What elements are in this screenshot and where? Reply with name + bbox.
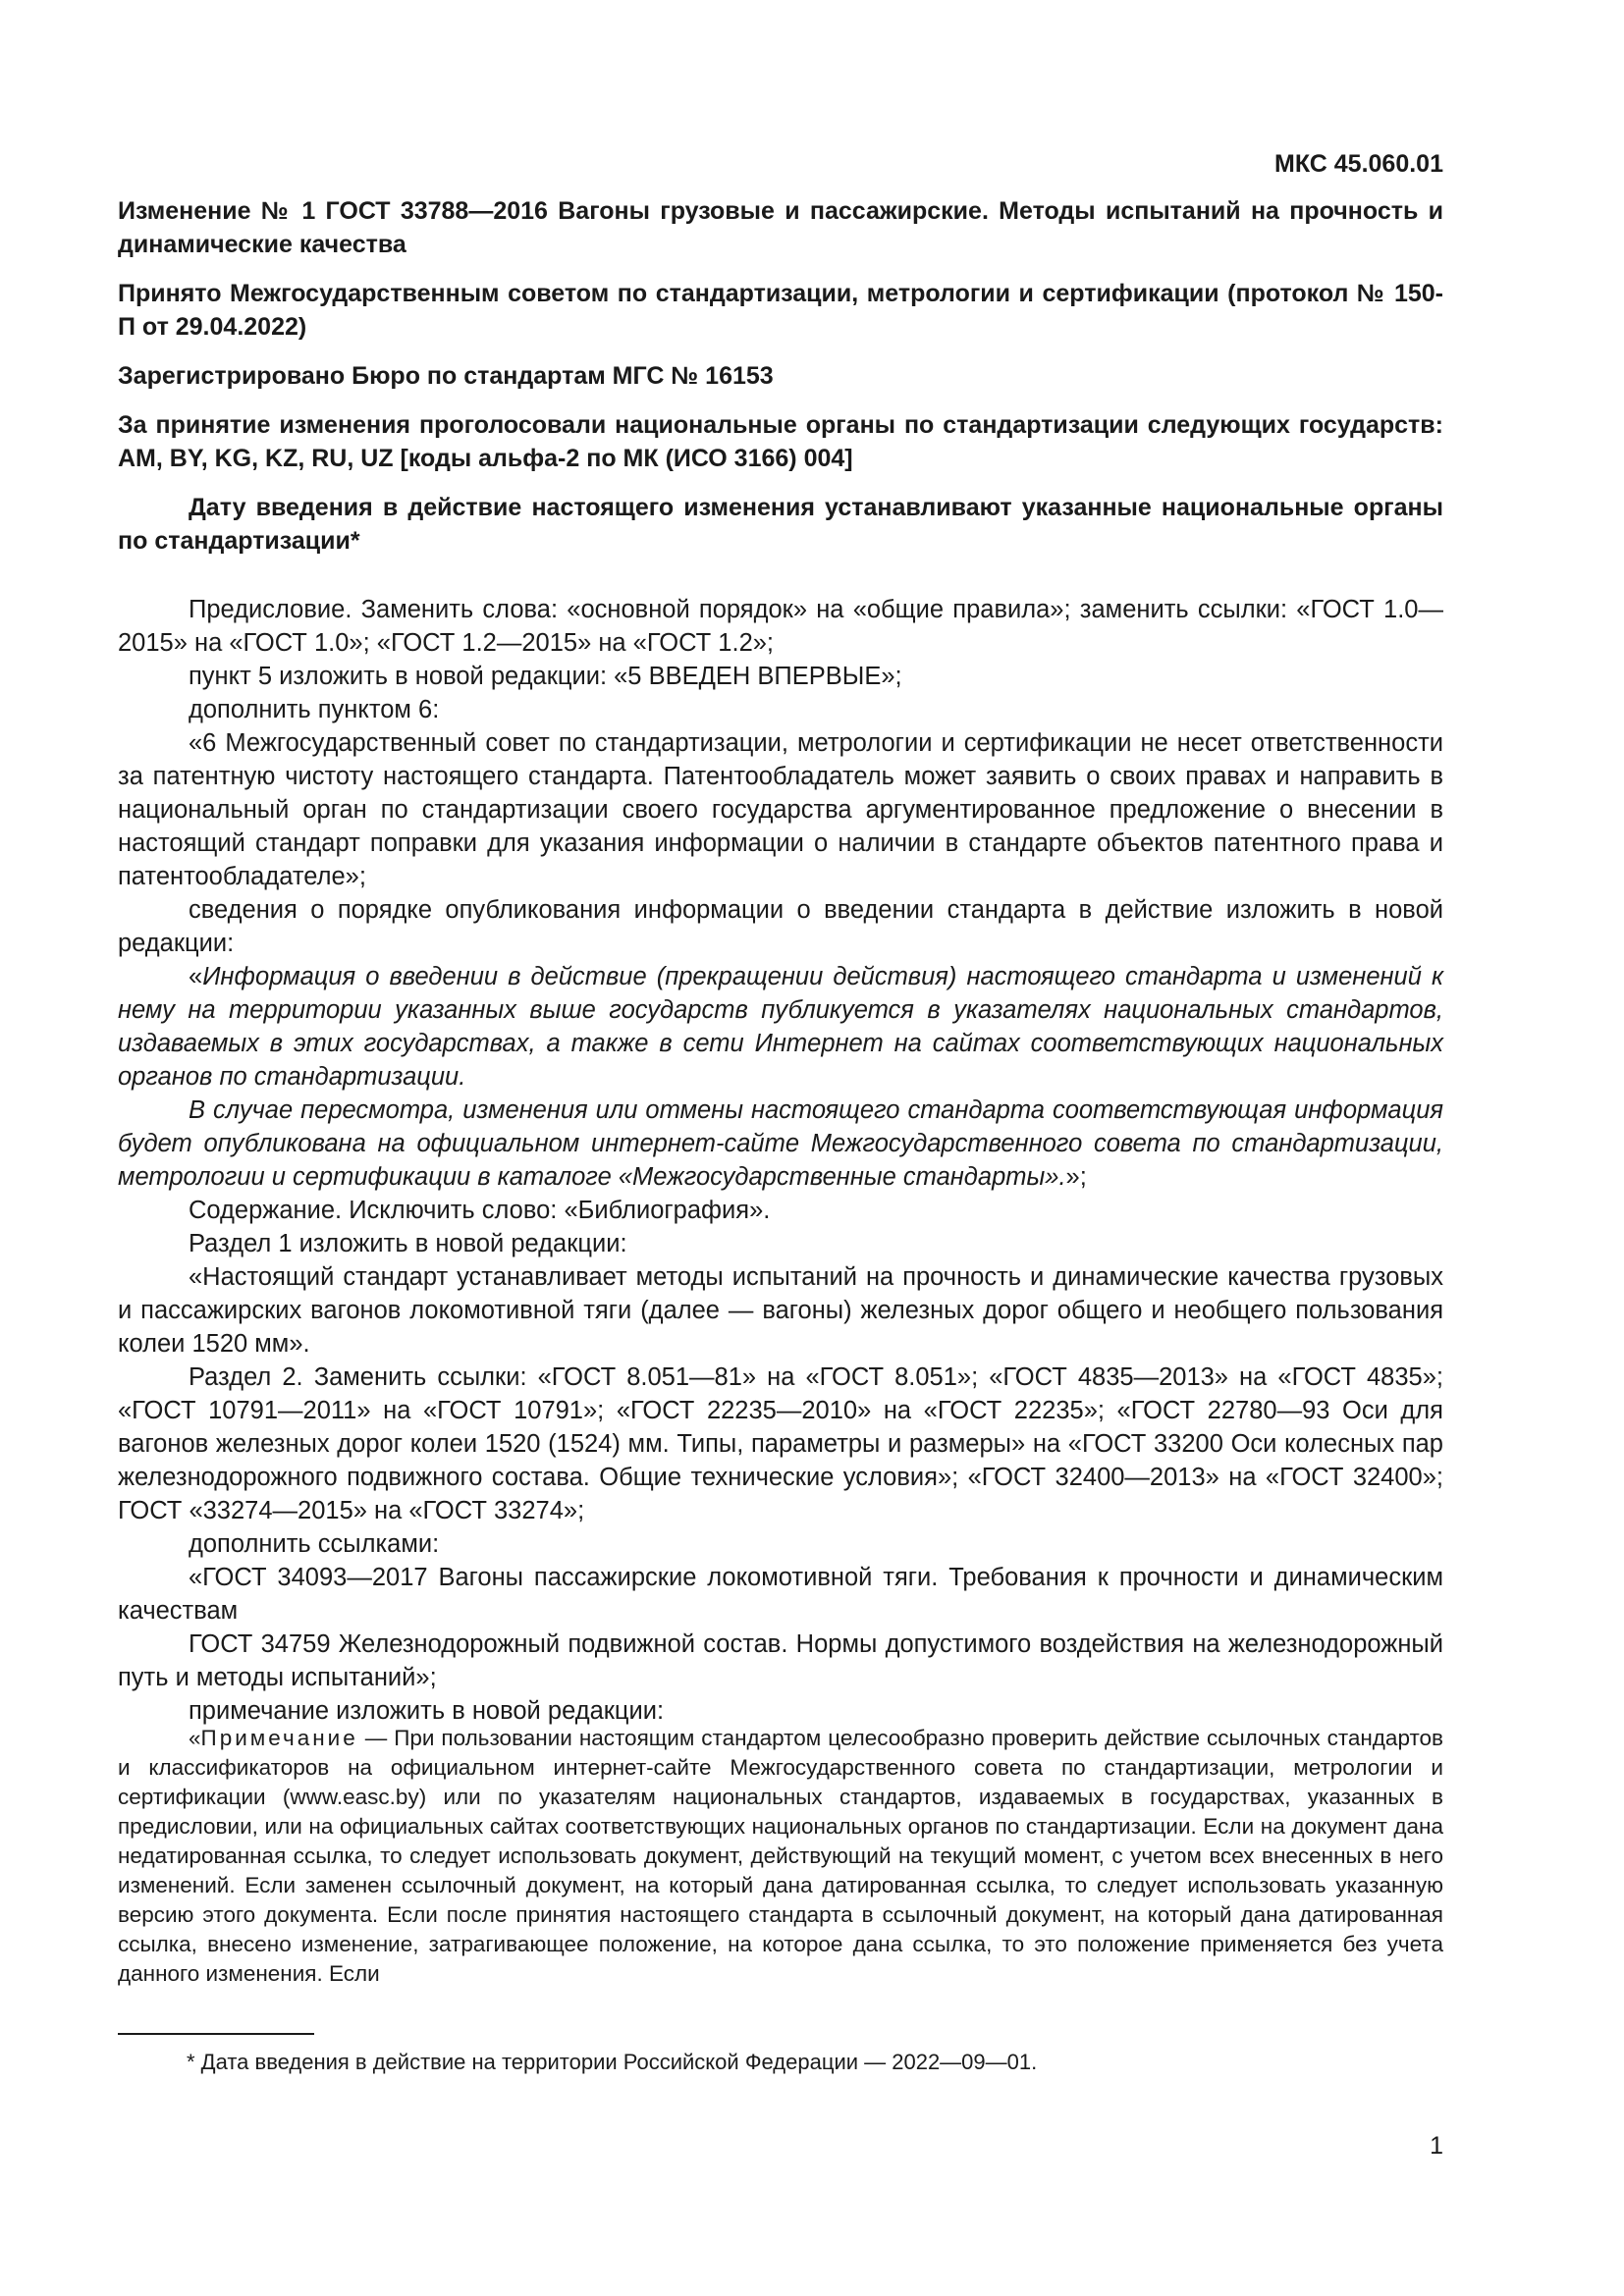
adopted-statement: Принято Межгосударственным советом по стандартизации, метрологии и сертификации (протокол № 150-П от 29.04.2022) <box>118 280 1443 341</box>
footnote-divider <box>118 2033 314 2035</box>
italic-text: В случае пересмотра, изменения или отмены настоящего стандарта соответствующая информация будет опубликована на официальном интернет-сайте Межгосударственного совета по стандартизации, метрологии и сертификации в каталоге «Межгосударственные стандарты». <box>118 1096 1443 1191</box>
effective-date-statement: Дату введения в действие настоящего изменения устанавливают указанные национальные органы по стандартизации* <box>118 494 1443 555</box>
body-paragraph: дополнить пунктом 6: <box>189 696 440 723</box>
italic-paragraph <box>118 1094 1443 1194</box>
body-paragraph: пункт 5 изложить в новой редакции: «5 ВВЕДЕН ВПЕРВЫЕ»; <box>189 663 902 690</box>
italic-paragraph <box>118 960 1443 1094</box>
amendment-body <box>118 593 1443 1728</box>
body-paragraph: Содержание. Исключить слово: «Библиография». <box>189 1197 771 1224</box>
body-paragraph: Раздел 2. Заменить ссылки: «ГОСТ 8.051—81» на «ГОСТ 8.051»; «ГОСТ 4835—2013» на «ГОСТ 4835»; «ГОСТ 10791—2011» на «ГОСТ 10791»; «ГОСТ 22235—2010» на «ГОСТ 22235»; «ГОСТ 22780—93 Оси для вагонов железных дорог колеи 1520 (1524) мм. Типы, параметры и размеры» на «ГОСТ 33200 Оси колесных пар железнодорожного подвижного состава. Общие технические условия»; «ГОСТ 32400—2013» на «ГОСТ 32400»; ГОСТ «33274—2015» на «ГОСТ 33274»; <box>118 1363 1443 1524</box>
mks-code: МКС 45.060.01 <box>1274 150 1443 178</box>
page-number: 1 <box>1430 2132 1443 2160</box>
note-label: Примечание <box>200 1726 358 1750</box>
footnote: * Дата введения в действие на территории Российской Федерации — 2022—09—01. <box>187 2050 1038 2074</box>
italic-text: Информация о введении в действие (прекращении действия) настоящего стандарта и изменений к нему на территории указанных выше государств публикуется в указателях национальных стандартов, издаваемых в этих государствах, а также в сети Интернет на сайтах соответствующих национальных органов по стандартизации. <box>118 963 1443 1091</box>
body-paragraph: Раздел 1 изложить в новой редакции: <box>189 1230 627 1257</box>
body-paragraph: «Настоящий стандарт устанавливает методы испытаний на прочность и динамические качества грузовых и пассажирских вагонов локомотивной тяги (далее — вагоны) железных дорог общего и необщего пользования колеи 1520 мм». <box>118 1263 1443 1358</box>
body-paragraph: «ГОСТ 34093—2017 Вагоны пассажирские локомотивной тяги. Требования к прочности и динамическим качествам <box>118 1564 1443 1625</box>
body-paragraph: дополнить ссылками: <box>189 1530 440 1558</box>
body-paragraph: Предисловие. Заменить слова: «основной порядок» на «общие правила»; заменить ссылки: «ГОСТ 1.0—2015» на «ГОСТ 1.0»; «ГОСТ 1.2—2015» на «ГОСТ 1.2»; <box>118 596 1443 657</box>
note-block <box>118 1724 1443 1989</box>
quote-close: »; <box>1065 1163 1087 1191</box>
registration-statement: Зарегистрировано Бюро по стандартам МГС № 16153 <box>118 362 774 390</box>
body-paragraph: сведения о порядке опубликования информации о введении стандарта в действие изложить в новой редакции: <box>118 896 1443 957</box>
voting-statement: За принятие изменения проголосовали национальные органы по стандартизации следующих государств: AM, BY, KG, KZ, RU, UZ [коды альфа-2 по МК (ИСО 3166) 004] <box>118 411 1443 472</box>
note-quote: « <box>189 1726 201 1750</box>
amendment-title: Изменение № 1 ГОСТ 33788—2016 Вагоны грузовые и пассажирские. Методы испытаний на прочность и динамические качества <box>118 197 1443 258</box>
quote-open: « <box>189 963 203 990</box>
note-paragraph <box>118 1724 1443 1989</box>
body-paragraph: примечание изложить в новой редакции: <box>189 1697 665 1725</box>
note-text: — При пользовании настоящим стандартом целесообразно проверить действие ссылочных стандартов и классификаторов на официальном интернет-сайте Межгосударственного совета по стандартизации, метрологии и сертификации (www.easc.by) или по указателям национальных стандартов, издаваемых в государствах, указанных в предисловии, или на официальных сайтах соответствующих национальных органов по стандартизации. Если на документ дана недатированная ссылка, то следует использовать документ, действующий на текущий момент, с учетом всех внесенных в него изменений. Если заменен ссылочный документ, на который дана датированная ссылка, то следует использовать указанную версию этого документа. Если после принятия настоящего стандарта в ссылочный документ, на который дана датированная ссылка, внесено изменение, затрагивающее положение, на которое дана ссылка, то это положение применяется без учета данного изменения. Если <box>118 1726 1443 1986</box>
body-paragraph: ГОСТ 34759 Железнодорожный подвижной состав. Нормы допустимого воздействия на железнодорожный путь и методы испытаний»; <box>118 1630 1443 1691</box>
body-paragraph: «6 Межгосударственный совет по стандартизации, метрологии и сертификации не несет ответственности за патентную чистоту настоящего стандарта. Патентообладатель может заявить о своих правах и направить в национальный орган по стандартизации своего государства аргументированное предложение о внесении в настоящий стандарт поправки для указания информации о наличии в стандарте объектов патентного права и патентообладателе»; <box>118 729 1443 890</box>
